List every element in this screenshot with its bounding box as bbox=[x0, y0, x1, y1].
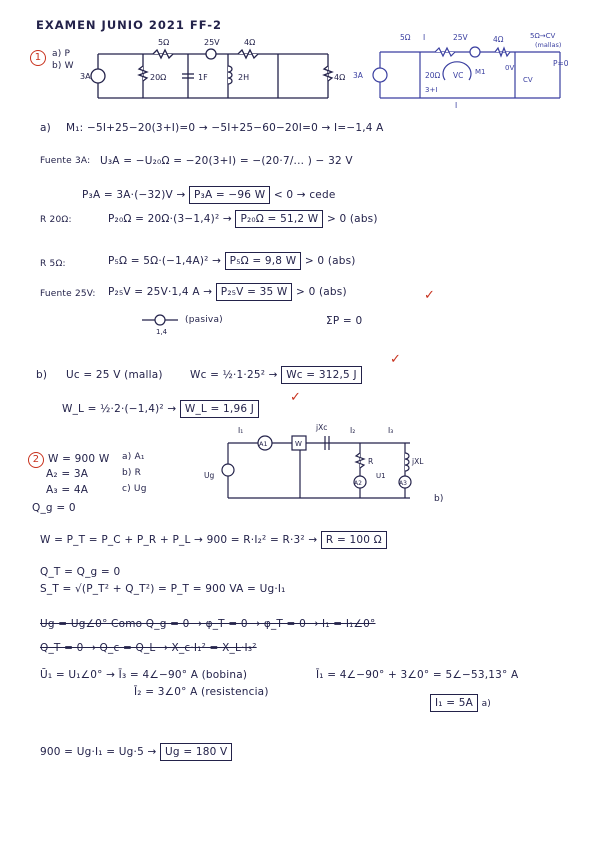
c1b-label-r3: 20Ω bbox=[425, 71, 441, 80]
circuit-1b-diagram bbox=[345, 30, 580, 110]
ug-result-box: Ug = 180 V bbox=[160, 743, 232, 761]
c1b-label-mallas: (mallas) bbox=[535, 41, 562, 49]
p1-r5-eq: P₅Ω = 5Ω·(−1,4A)² → P₅Ω = 9,8 W > 0 (abs) bbox=[108, 252, 356, 270]
c1b-label-m1: M1 bbox=[475, 68, 486, 76]
c2-label-a3: A3 bbox=[399, 480, 407, 487]
f25-result-box: P₂₅V = 35 W bbox=[216, 283, 293, 301]
p2-given-a3: A₃ = 4A bbox=[46, 484, 89, 496]
c1-r3-label: 20Ω bbox=[150, 73, 167, 82]
c1b-label-3a: 3A bbox=[353, 71, 363, 80]
c1-l-label: 2H bbox=[238, 73, 250, 82]
r-result-box: R = 100 Ω bbox=[321, 531, 387, 549]
c2-label-w: W bbox=[295, 440, 302, 448]
p1-r20-eq: P₂₀Ω = 20Ω·(3−1,4)² → P₂₀Ω = 51,2 W > 0 (abs) bbox=[108, 210, 378, 228]
p1-b-wc: Wc = ½·1·25² → Wc = 312,5 J bbox=[190, 366, 362, 384]
p1-b-wl: W_L = ½·2·(−1,4)² → W_L = 1,96 J bbox=[62, 400, 259, 418]
page-title: EXAMEN JUNIO 2021 FF-2 bbox=[36, 18, 222, 32]
p2-u1-eq: Ū₁ = U₁∠0° → Ī₃ = 4∠−90° A (bobina) bbox=[40, 669, 248, 681]
c2-label-i1: I₁ bbox=[238, 426, 244, 435]
c1-c-label: 1F bbox=[198, 73, 208, 82]
p2-st-eq: S_T = √(P_T² + Q_T²) = P_T = 900 VA = Ug·I₁ bbox=[40, 583, 286, 595]
check-mark-2: ✓ bbox=[390, 352, 401, 367]
p1-p3a-eq: P₃A = 3A·(−32)V → P₃A = −96 W < 0 → cede bbox=[82, 186, 336, 204]
p1-sum-power: ΣP = 0 bbox=[326, 315, 363, 327]
problem2-header: 2 W = 900 W bbox=[28, 452, 109, 468]
c1-source-label: 3A bbox=[80, 72, 91, 81]
c1b-label-i: I bbox=[423, 33, 426, 42]
p1-pasiva-note: (pasiva) bbox=[185, 315, 223, 325]
wl-result-box: W_L = 1,96 J bbox=[180, 400, 259, 418]
wc-result-box: Wc = 312,5 J bbox=[281, 366, 362, 384]
c1b-label-r2: 4Ω bbox=[493, 35, 504, 44]
c1b-label-cv: 5Ω→CV bbox=[530, 32, 556, 40]
c1b-label-0v: 0V bbox=[505, 64, 515, 72]
c2-label-jxc: jXc bbox=[316, 423, 328, 432]
c2-label-a1: A1 bbox=[259, 440, 268, 448]
c1-r1-label: 5Ω bbox=[158, 38, 170, 47]
problem1-number: 1 bbox=[30, 50, 50, 66]
c1-r4-label: 4Ω bbox=[334, 73, 346, 82]
r20-result-box: P₂₀Ω = 51,2 W bbox=[235, 210, 323, 228]
p2-struck-line-2: Q_T = 0 → Q_c = Q_L → X_c·I₁² = X_L·I₃² bbox=[40, 642, 257, 654]
pasiva-current: 1,4 bbox=[156, 328, 168, 336]
p1-r20-label: R 20Ω: bbox=[40, 215, 72, 225]
p1-b-label: b) bbox=[36, 369, 48, 381]
c2-label-i2: I₂ bbox=[350, 426, 356, 435]
circuit-2-diagram bbox=[200, 418, 440, 508]
p2-a1-result: I₁ = 5A a) bbox=[430, 694, 491, 712]
problem1-item-a: a) P bbox=[52, 49, 71, 59]
p2-i2-eq: Ī₂ = 3∠0° A (resistencia) bbox=[134, 686, 269, 698]
p2-given-a2: A₂ = 3A bbox=[46, 468, 89, 480]
p2-struck-line-1: Ug = Ug∠0° Como Q_g = 0 → φ_T = 0 → φ_T = 0 → I₁ = I₁∠0° bbox=[40, 618, 376, 630]
check-mark-3: ✓ bbox=[290, 390, 301, 405]
c1b-label-r1: 5Ω bbox=[400, 33, 411, 42]
p2-w-eq: W = P_T = P_C + P_R + P_L → 900 = R·I₂² = R·3² → R = 100 Ω bbox=[40, 531, 387, 549]
p1-fuente3a-label: Fuente 3A: bbox=[40, 156, 91, 166]
p1-b-vc: Uc = 25 V (malla) bbox=[66, 369, 163, 381]
p2-ug-eq: 900 = Ug·I₁ = Ug·5 → Ug = 180 V bbox=[40, 743, 232, 761]
c2-label-ug: Ug bbox=[204, 471, 215, 480]
c1b-label-i2: I bbox=[455, 101, 458, 110]
c1-r2-label: 4Ω bbox=[244, 38, 256, 47]
c2-label-i3: I₃ bbox=[388, 426, 394, 435]
c2-label-jxl: jXL bbox=[412, 457, 424, 466]
c1b-label-vc: VC bbox=[453, 71, 464, 80]
p3a-result-box: P₃A = −96 W bbox=[189, 186, 270, 204]
r5-result-box: P₅Ω = 9,8 W bbox=[225, 252, 302, 270]
p2-qt-eq: Q_T = Q_g = 0 bbox=[40, 566, 121, 578]
c2-label-u1: U1 bbox=[376, 472, 386, 480]
p2-ask-b: b) R bbox=[122, 468, 142, 478]
p1-f25-label: Fuente 25V: bbox=[40, 289, 96, 299]
p1-m1-equation: M₁: −5I+25−20(3+I)=0 → −5I+25−60−20I=0 → I=−1,4 A bbox=[66, 122, 384, 134]
circuit-1-diagram bbox=[78, 36, 348, 106]
c1b-label-p0: P=0 bbox=[553, 59, 569, 68]
check-mark-1: ✓ bbox=[424, 288, 435, 303]
p2-given-qg: Q_g = 0 bbox=[32, 502, 76, 514]
c2-label-a2: A2 bbox=[354, 480, 362, 487]
p1-fuente3a-eq: U₃A = −U₂₀Ω = −20(3+I) = −(20·7/... ) − 32 V bbox=[100, 155, 353, 167]
p2-ask-a: a) A₁ bbox=[122, 452, 145, 462]
c2-label-r: R bbox=[368, 457, 374, 466]
p2-ask-c: c) Ug bbox=[122, 484, 147, 494]
p1-a-label: a) bbox=[40, 122, 51, 134]
p2-i1-eq: Ī₁ = 4∠−90° + 3∠0° = 5∠−53,13° A bbox=[316, 669, 519, 681]
c1-v-label: 25V bbox=[204, 38, 220, 47]
c1b-label-cv2: CV bbox=[523, 76, 533, 84]
passive-source-icon bbox=[140, 310, 180, 336]
p1-f25-eq: P₂₅V = 25V·1,4 A → P₂₅V = 35 W > 0 (abs) bbox=[108, 283, 347, 301]
c1b-label-3i: 3+I bbox=[425, 86, 438, 94]
p2-b-tag: b) bbox=[434, 494, 444, 504]
problem1-item-b: b) W bbox=[52, 61, 74, 71]
p1-r5-label: R 5Ω: bbox=[40, 259, 66, 269]
a1-result-box: I₁ = 5A bbox=[430, 694, 478, 712]
c1b-label-v: 25V bbox=[453, 33, 468, 42]
